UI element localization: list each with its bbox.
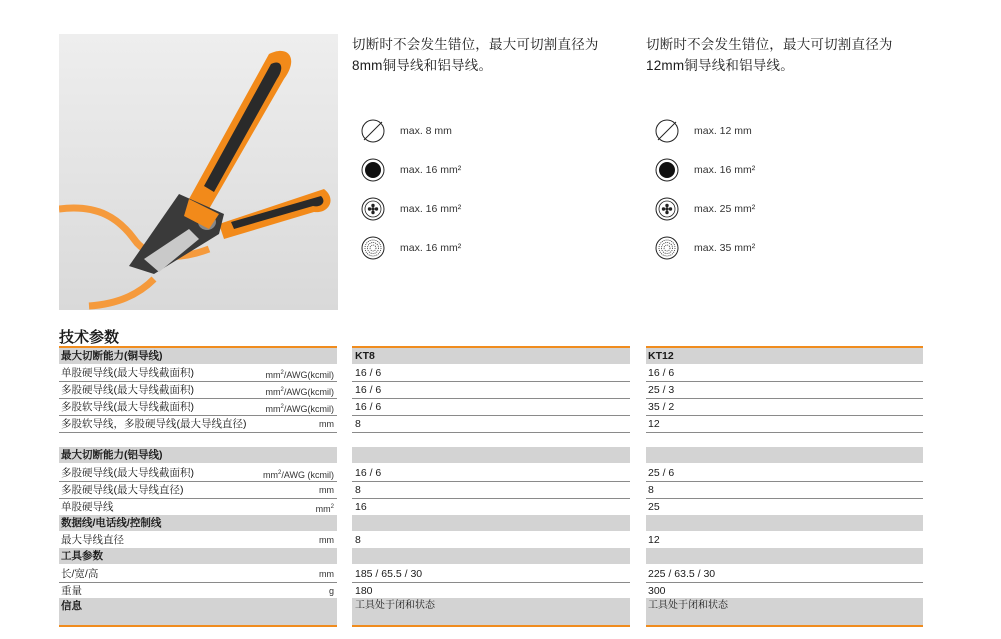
row-unit: mm — [319, 569, 334, 579]
info-cell-kt12 — [646, 598, 923, 625]
row-label: 重量 — [61, 585, 82, 597]
row-unit: $mm^2/AWG(kcmil)$ — [265, 404, 334, 414]
capacity-text: max. 35 mm² — [694, 242, 756, 254]
capacity-text: max. 25 mm² — [694, 203, 756, 215]
row-unit: g — [328, 586, 334, 596]
row-label: 最大导线直径 — [61, 534, 124, 546]
table-row — [0, 499, 1001, 515]
row-label: 单股硬导线(最大导线截面积) — [61, 367, 194, 379]
row-label: 单股硬导线 — [61, 501, 114, 513]
group-header-datacable — [59, 515, 337, 531]
value-kt12: 25 / 6 — [648, 467, 675, 479]
value-kt8: 8 — [355, 418, 361, 430]
description-line: 8mm铜导线和铝导线。 — [352, 58, 493, 73]
row-unit: mm — [319, 535, 334, 545]
value-kt8: 16 / 6 — [355, 384, 382, 396]
row-unit: $mm^2$/AWG (kcmil) — [263, 470, 334, 480]
value-kt8: 16 — [355, 501, 367, 513]
table-row — [0, 566, 1001, 582]
row-divider — [646, 432, 923, 433]
stranded-conductor-icon — [360, 196, 386, 222]
value-kt12: 225 / 63.5 / 30 — [648, 568, 716, 580]
group-header-fill — [646, 548, 923, 564]
value-kt12: 12 — [648, 534, 660, 546]
value-kt12: 300 — [648, 585, 666, 597]
group-header-fill — [646, 447, 923, 463]
model-header-kt8 — [352, 348, 630, 364]
row-label: 多股硬导线(最大导线截面积) — [61, 467, 194, 479]
table-row — [0, 399, 1001, 415]
description-kt12 — [646, 34, 936, 76]
row-divider — [59, 432, 337, 433]
row-label: 多股软导线，多股硬导线(最大导线直径) — [61, 418, 247, 430]
capacity-fine-stranded — [352, 235, 552, 261]
capacity-diameter — [352, 118, 552, 144]
table-row — [0, 416, 1001, 432]
row-divider — [352, 432, 630, 433]
group-header-tool — [59, 548, 337, 564]
info-value: 工具处于闭和状态 — [355, 600, 435, 611]
solid-conductor-icon — [360, 157, 386, 183]
stranded-conductor-icon — [654, 196, 680, 222]
solid-conductor-icon — [654, 157, 680, 183]
group-label: 最大切断能力(铜导线) — [61, 350, 163, 362]
value-kt8: 16 / 6 — [355, 367, 382, 379]
value-kt8: 8 — [355, 484, 361, 496]
diameter-icon — [654, 118, 680, 144]
table-bottom-rule — [59, 625, 337, 627]
group-header-fill — [352, 548, 630, 564]
row-label: 多股软导线(最大导线截面积) — [61, 401, 194, 413]
value-kt12: 12 — [648, 418, 660, 430]
table-row — [0, 465, 1001, 481]
value-kt8: 185 / 65.5 / 30 — [355, 568, 423, 580]
value-kt12: 8 — [648, 484, 654, 496]
table-row — [0, 482, 1001, 498]
capacity-text: max. 16 mm² — [694, 164, 756, 176]
description-line: 12mm铜导线和铝导线。 — [646, 58, 794, 73]
capacity-list-kt8 — [352, 118, 572, 268]
group-label: 信息 — [61, 600, 82, 612]
row-unit: $mm^2$ — [315, 504, 334, 514]
model-header-kt12 — [646, 348, 923, 364]
description-line: 切断时不会发生错位，最大可切割直径为 — [646, 37, 893, 52]
capacity-diameter — [646, 118, 846, 144]
diameter-icon — [360, 118, 386, 144]
row-label: 多股硬导线(最大导线直径) — [61, 484, 184, 496]
table-row — [0, 382, 1001, 398]
table-bottom-rule — [352, 625, 630, 627]
row-label: 多股硬导线(最大导线截面积) — [61, 384, 194, 396]
capacity-list-kt12 — [646, 118, 866, 268]
value-kt12: 35 / 2 — [648, 401, 675, 413]
value-kt12: 25 / 3 — [648, 384, 675, 396]
row-unit: mm — [319, 419, 334, 429]
info-cell-kt8 — [352, 598, 630, 625]
table-row — [0, 532, 1001, 548]
capacity-stranded — [646, 196, 846, 222]
table-bottom-rule — [646, 625, 923, 627]
row-unit: $mm^2/AWG(kcmil)$ — [265, 370, 334, 380]
group-header-aluminium — [59, 447, 337, 463]
group-header-fill — [352, 447, 630, 463]
group-label: 数据线/电话线/控制线 — [61, 517, 162, 529]
model-name: KT8 — [355, 350, 375, 362]
capacity-solid — [352, 157, 552, 183]
capacity-text: max. 16 mm² — [400, 203, 462, 215]
group-header-copper — [59, 348, 337, 364]
row-label: 长/宽/高 — [61, 568, 99, 580]
fine-stranded-conductor-icon — [360, 235, 386, 261]
capacity-fine-stranded — [646, 235, 846, 261]
capacity-solid — [646, 157, 846, 183]
capacity-text: max. 12 mm — [694, 125, 752, 137]
group-header-fill — [352, 515, 630, 531]
cable-cutter-illustration — [59, 34, 338, 310]
capacity-text: max. 16 mm² — [400, 242, 462, 254]
value-kt8: 8 — [355, 534, 361, 546]
value-kt8: 180 — [355, 585, 373, 597]
product-photo — [59, 34, 338, 310]
group-label: 最大切断能力(铝导线) — [61, 449, 163, 461]
description-line: 切断时不会发生错位，最大可切割直径为 — [352, 37, 599, 52]
info-value: 工具处于闭和状态 — [648, 600, 728, 611]
group-header-fill — [646, 515, 923, 531]
table-row — [0, 365, 1001, 381]
capacity-text: max. 16 mm² — [400, 164, 462, 176]
table-row — [0, 583, 1001, 599]
section-title: 技术参数 — [59, 329, 120, 346]
value-kt8: 16 / 6 — [355, 467, 382, 479]
description-kt8 — [352, 34, 642, 76]
group-header-info — [59, 598, 337, 625]
capacity-text: max. 8 mm — [400, 125, 452, 137]
fine-stranded-conductor-icon — [654, 235, 680, 261]
value-kt8: 16 / 6 — [355, 401, 382, 413]
group-label: 工具参数 — [61, 550, 103, 562]
row-unit: $mm^2/AWG(kcmil)$ — [265, 387, 334, 397]
value-kt12: 16 / 6 — [648, 367, 675, 379]
model-name: KT12 — [648, 350, 674, 362]
row-unit: mm — [319, 485, 334, 495]
capacity-stranded — [352, 196, 552, 222]
value-kt12: 25 — [648, 501, 660, 513]
